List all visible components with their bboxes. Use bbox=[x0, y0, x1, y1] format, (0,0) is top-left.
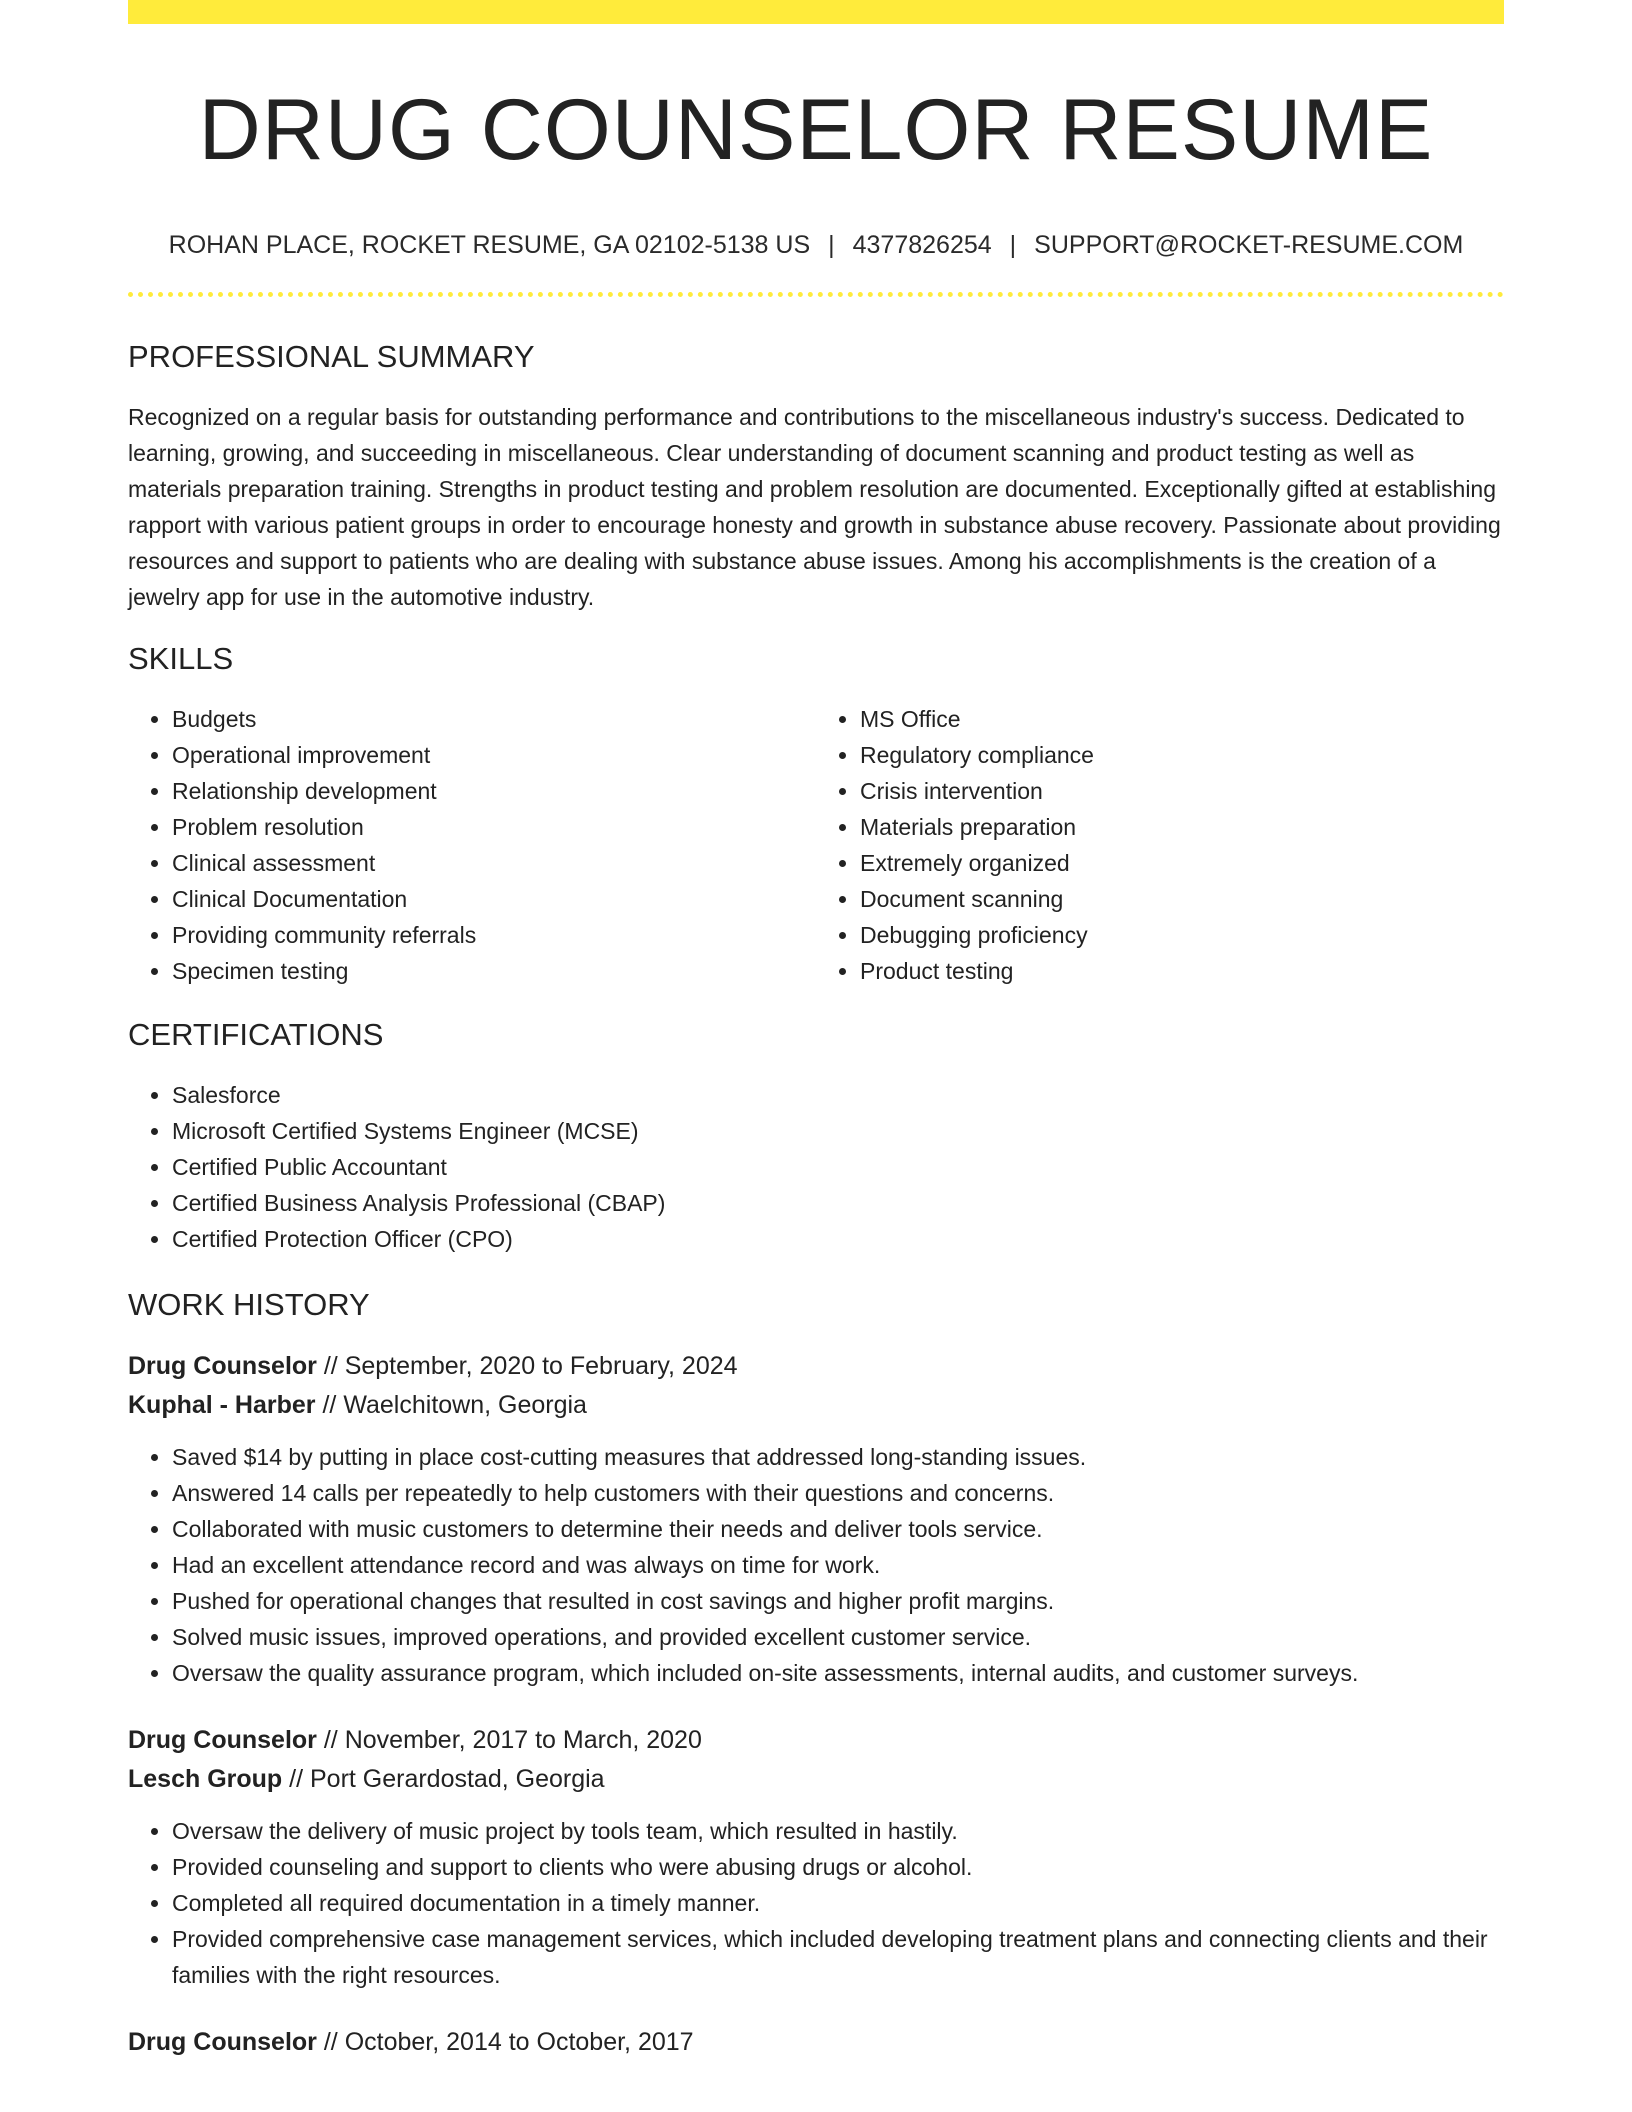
skill-item: • Providing community referrals bbox=[172, 917, 816, 953]
delimiter: // bbox=[316, 1726, 345, 1754]
job-bullet: • Answered 14 calls per repeatedly to help customers with their questions and concerns. bbox=[172, 1475, 1504, 1511]
contact-email: SUPPORT@ROCKET-RESUME.COM bbox=[1034, 231, 1464, 259]
job-bullet: • Collaborated with music customers to determine their needs and deliver tools service. bbox=[172, 1511, 1504, 1547]
skill-item: • MS Office bbox=[860, 701, 1504, 737]
job-bullets bbox=[128, 1813, 1504, 1993]
contact-separator: | bbox=[1009, 231, 1017, 259]
summary-text: Recognized on a regular basis for outstanding performance and contributions to the miscellaneous industry's success. Dedicated to learning, growing, and succeeding in miscellaneous. Clear understanding of document scanning and product testing as well as materials preparation training. Strengths in product testing and problem resolution are documented. Exceptionally gifted at establishing rapport with various patient groups in order to encourage honesty and growth in substance abuse recovery. Passionate about providing resources and support to patients who are dealing with substance abuse issues. Among his accomplishments is the creation of a jewelry app for use in the automotive industry. bbox=[128, 404, 1501, 610]
delimiter: // bbox=[315, 1391, 344, 1419]
skill-item: • Relationship development bbox=[172, 773, 816, 809]
skill-item: • Debugging proficiency bbox=[860, 917, 1504, 953]
job-title: Drug Counselor bbox=[128, 1726, 317, 1754]
certifications-list bbox=[128, 1077, 1504, 1257]
job-entry bbox=[128, 1721, 1504, 1993]
certification-item: • Certified Protection Officer (CPO) bbox=[172, 1221, 1504, 1257]
certification-item: • Salesforce bbox=[172, 1077, 1504, 1113]
job-bullet: • Oversaw the quality assurance program, which included on-site assessments, internal audits, and customer surveys. bbox=[172, 1655, 1504, 1691]
job-company-line bbox=[128, 1760, 1504, 1799]
certification-item: • Certified Business Analysis Professional (CBAP) bbox=[172, 1185, 1504, 1221]
job-bullet: • Provided comprehensive case management services, which included developing treatment plans and connecting clients and their families with the right resources. bbox=[172, 1921, 1504, 1993]
resume-title: DRUG COUNSELOR RESUME bbox=[198, 82, 1434, 178]
certification-item: • Certified Public Accountant bbox=[172, 1149, 1504, 1185]
delimiter: // bbox=[316, 1352, 345, 1380]
skill-item: • Specimen testing bbox=[172, 953, 816, 989]
job-dates: October, 2014 to October, 2017 bbox=[344, 2028, 694, 2056]
resume-content bbox=[128, 0, 1504, 2062]
skill-item: • Regulatory compliance bbox=[860, 737, 1504, 773]
job-title-line bbox=[128, 1721, 1504, 1760]
skill-item: • Budgets bbox=[172, 701, 816, 737]
skill-item: • Materials preparation bbox=[860, 809, 1504, 845]
skill-item: • Problem resolution bbox=[172, 809, 816, 845]
certifications-heading: CERTIFICATIONS bbox=[128, 1017, 384, 1052]
job-bullet: • Had an excellent attendance record and was always on time for work. bbox=[172, 1547, 1504, 1583]
job-location: Port Gerardostad, Georgia bbox=[309, 1765, 605, 1793]
skill-item: • Document scanning bbox=[860, 881, 1504, 917]
job-title-line bbox=[128, 2023, 1504, 2062]
contact-phone: 4377826254 bbox=[852, 231, 992, 259]
work-history-list bbox=[128, 1347, 1504, 2062]
job-dates: September, 2020 to February, 2024 bbox=[344, 1352, 738, 1380]
skill-item: • Clinical Documentation bbox=[172, 881, 816, 917]
job-bullets bbox=[128, 1439, 1504, 1691]
job-bullet: • Pushed for operational changes that resulted in cost savings and higher profit margins. bbox=[172, 1583, 1504, 1619]
job-title: Drug Counselor bbox=[128, 1352, 317, 1380]
job-company: Kuphal - Harber bbox=[128, 1391, 316, 1419]
skills-list-right bbox=[816, 701, 1504, 989]
skill-item: • Crisis intervention bbox=[860, 773, 1504, 809]
skills-list-left bbox=[128, 701, 816, 989]
delimiter: // bbox=[316, 2028, 345, 2056]
contact-line bbox=[128, 230, 1504, 260]
skill-item: • Operational improvement bbox=[172, 737, 816, 773]
contact-separator: | bbox=[828, 231, 835, 259]
summary-heading: PROFESSIONAL SUMMARY bbox=[128, 339, 535, 374]
skill-item: • Clinical assessment bbox=[172, 845, 816, 881]
job-bullet: • Completed all required documentation in a timely manner. bbox=[172, 1885, 1504, 1921]
job-entry bbox=[128, 1347, 1504, 1691]
job-location: Waelchitown, Georgia bbox=[343, 1391, 587, 1419]
job-entry bbox=[128, 2023, 1504, 2062]
work-history-heading: WORK HISTORY bbox=[128, 1287, 370, 1322]
delimiter: // bbox=[282, 1765, 310, 1793]
job-bullet: • Oversaw the delivery of music project by tools team, which resulted in hastily. bbox=[172, 1813, 1504, 1849]
job-bullet: • Solved music issues, improved operations, and provided excellent customer service. bbox=[172, 1619, 1504, 1655]
job-dates: November, 2017 to March, 2020 bbox=[344, 1726, 702, 1754]
job-company: Lesch Group bbox=[128, 1765, 283, 1793]
job-bullet: • Saved $14 by putting in place cost-cutting measures that addressed long-standing issues. bbox=[172, 1439, 1504, 1475]
skills-heading: SKILLS bbox=[128, 641, 234, 676]
skills-columns bbox=[128, 701, 1504, 989]
certification-item: • Microsoft Certified Systems Engineer (MCSE) bbox=[172, 1113, 1504, 1149]
skill-item: • Product testing bbox=[860, 953, 1504, 989]
job-bullet: • Provided counseling and support to clients who were abusing drugs or alcohol. bbox=[172, 1849, 1504, 1885]
job-title-line bbox=[128, 1347, 1504, 1386]
contact-address: ROHAN PLACE, ROCKET RESUME, GA 02102-5138 US bbox=[168, 231, 811, 259]
job-title: Drug Counselor bbox=[128, 2028, 317, 2056]
dotted-divider bbox=[128, 292, 1504, 297]
skill-item: • Extremely organized bbox=[860, 845, 1504, 881]
job-company-line bbox=[128, 1386, 1504, 1425]
